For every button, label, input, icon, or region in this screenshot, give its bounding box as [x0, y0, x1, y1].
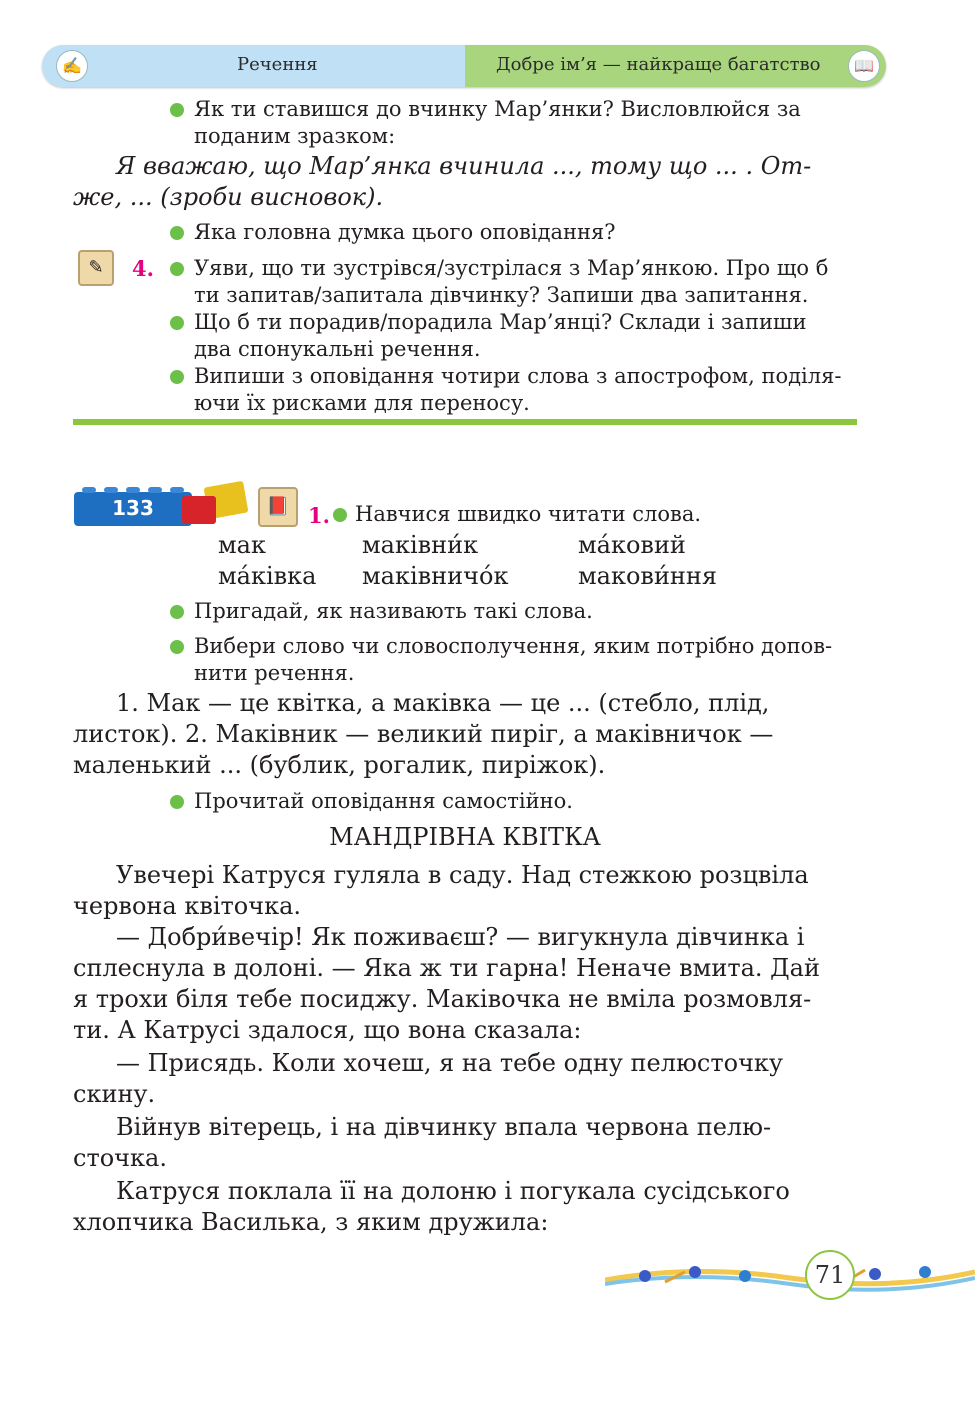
story-line: червона квіточка.: [73, 892, 302, 920]
section-divider: [73, 419, 857, 425]
bullet-icon: [170, 370, 184, 384]
story-line: я трохи біля тебе посиджу. Маківочка не вміла розмовля-: [73, 985, 812, 1013]
question-line: Яка головна думка цього оповідання?: [194, 220, 616, 244]
story-line: скину.: [73, 1080, 156, 1108]
question-main-idea: [170, 219, 860, 246]
section-title: Речення: [237, 54, 318, 75]
story-line: Катруся поклала її на долоню і погукала сусідського: [116, 1177, 790, 1205]
story-line: хлопчика Василька, з яким дружила:: [73, 1208, 549, 1236]
bullet-icon: [170, 262, 184, 276]
task-line: Що б ти порадив/порадила Мар’янці? Склади і запиши: [194, 310, 807, 334]
exercise-line: листок). 2. Маківник — великий пиріг, а маківничок —: [73, 720, 774, 748]
instruction-text: Навчися швидко читати слова.: [355, 502, 702, 526]
word-item: мак: [218, 531, 266, 559]
question-read-story: [170, 788, 860, 815]
story-line: Увечері Катруся гуляла в саду. Над стежкою розцвіла: [116, 861, 809, 889]
task-number: 4.: [132, 256, 154, 281]
story-line: ти. А Катрусі здалося, що вона сказала:: [73, 1016, 582, 1044]
page-header: [42, 45, 886, 87]
question-attitude: [170, 96, 860, 150]
word-item: ма́ківка: [218, 562, 317, 590]
question-line: Прочитай оповідання самостійно.: [194, 789, 573, 813]
page-number: 71: [805, 1250, 855, 1300]
task4-item-advice: [170, 309, 860, 363]
flower-ribbon-decoration: [605, 1262, 975, 1292]
story-line: сточка.: [73, 1144, 167, 1172]
story-line: — Добри́вечір! Як поживаєш? — вигукнула дівчинка і: [116, 923, 805, 951]
question-line: поданим зразком:: [194, 124, 396, 148]
lesson-number: 133: [112, 496, 154, 520]
task4-item-questions: [170, 255, 860, 309]
word-item: маківничо́к: [362, 562, 509, 590]
question-line: Пригадай, як називають такі слова.: [194, 599, 593, 623]
sample-line: Я вважаю, що Мар’янка вчинила ..., тому що ... . От-: [116, 152, 812, 180]
bullet-icon: [170, 640, 184, 654]
bullet-icon: [170, 103, 184, 117]
word-item: макови́ння: [578, 562, 718, 590]
question-line: нити речення.: [194, 661, 355, 685]
question-line: Вибери слово чи словосполучення, яким потрібно допов-: [194, 634, 833, 658]
task-line: ти запитав/запитала дівчинку? Запиши два запитання.: [194, 283, 809, 307]
bullet-icon: [170, 226, 184, 240]
story-line: Війнув вітерець, і на дівчинку впала червона пелю-: [116, 1113, 772, 1141]
story-line: сплеснула в долоні. — Яка ж ти гарна! Неначе вмита. Дай: [73, 954, 820, 982]
task-line: Уяви, що ти зустрівся/зустрілася з Мар’янкою. Про що б: [194, 256, 829, 280]
story-line: — Присядь. Коли хочеш, я на тебе одну пелюсточку: [116, 1049, 784, 1077]
task-number: 1.: [308, 503, 330, 528]
book-icon: 📖: [848, 50, 880, 82]
lego-red-brick: [182, 496, 216, 524]
task4-item-apostrophe: [170, 363, 860, 417]
bullet-icon: [170, 316, 184, 330]
bullet-icon: [170, 795, 184, 809]
write-task-icon: ✎: [78, 250, 114, 286]
exercise-line: 1. Мак — це квітка, а маківка — це ... (стебло, плід,: [116, 689, 770, 717]
reading-instruction: [333, 501, 853, 528]
reading-task-icon: 📕: [258, 487, 298, 527]
task-line: ючи їх рисками для переносу.: [194, 391, 530, 415]
sample-line: же, ... (зроби висновок).: [73, 183, 384, 211]
task-line: два спонукальні речення.: [194, 337, 481, 361]
question-choose-word: [170, 633, 860, 687]
pen-icon: ✍: [56, 50, 88, 82]
word-item: ма́ковий: [578, 531, 686, 559]
bullet-icon: [333, 508, 347, 522]
question-line: Як ти ставишся до вчинку Мар’янки? Висловлюйся за: [194, 97, 801, 121]
word-item: маківни́к: [362, 531, 479, 559]
topic-title: Добре ім’я — найкраще багатство: [496, 54, 821, 75]
task-line: Випиши з оповідання чотири слова з апострофом, поділя-: [194, 364, 842, 388]
story-title: МАНДРІВНА КВІТКА: [329, 823, 601, 851]
question-word-type: [170, 598, 860, 625]
bullet-icon: [170, 605, 184, 619]
exercise-line: маленький ... (бублик, рогалик, пиріжок).: [73, 751, 606, 779]
